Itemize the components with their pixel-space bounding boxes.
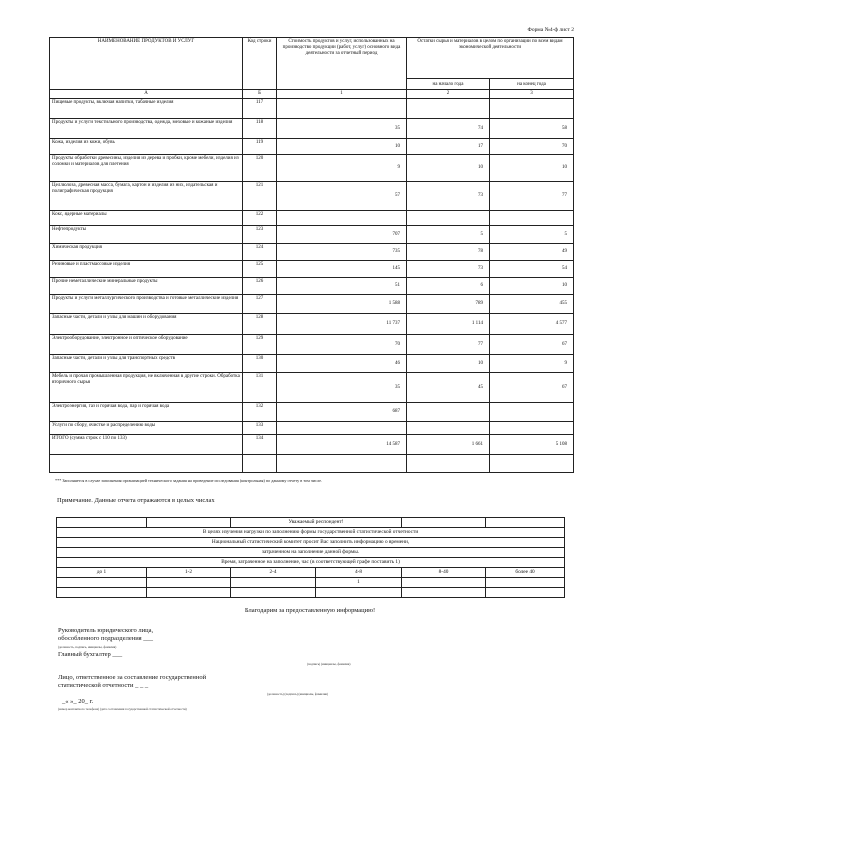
accountant-caption: (подпись) (инициалы, фамилия): [307, 662, 351, 666]
empty-cell: [486, 518, 565, 528]
answer-cell[interactable]: [231, 578, 316, 588]
row-code: 133: [243, 422, 277, 435]
row-start: 74: [407, 119, 490, 139]
row-code: 128: [243, 314, 277, 335]
row-start: 1 114: [407, 314, 490, 335]
table-row: [50, 139, 574, 155]
responsible-caption: (должность) (подпись) (инициалы, фамилия): [267, 692, 328, 696]
row-end: [490, 422, 574, 435]
row-cost: 707: [277, 226, 407, 244]
row-name: Продукты и услуги текстильного производства, одежда, меховые и кожаные изделия: [50, 119, 243, 139]
row-code: 119: [243, 139, 277, 155]
empty-cell: [50, 455, 243, 473]
row-cost: [277, 99, 407, 119]
table-row: [50, 422, 574, 435]
row-start: 78: [407, 244, 490, 261]
row-name: Запасные части, детали и узлы для транспортных средств: [50, 355, 243, 373]
table-row: [50, 211, 574, 226]
head-signature: [58, 627, 153, 643]
row-end: 10: [490, 155, 574, 182]
row-code: 121: [243, 182, 277, 211]
row-end: 9: [490, 355, 574, 373]
index-2: 2: [407, 90, 490, 99]
form-label: Форма №4-ф лист 2: [527, 27, 574, 33]
option-over-40: более 40: [486, 568, 565, 578]
row-start: [407, 422, 490, 435]
row-start: 5: [407, 226, 490, 244]
empty-cell: [402, 588, 486, 598]
table-row: [50, 119, 574, 139]
empty-cell: [57, 588, 147, 598]
row-cost: 70: [277, 335, 407, 355]
row-end: 77: [490, 182, 574, 211]
responsible-line-2: статистической отчетности _ _ _: [58, 682, 149, 689]
empty-cell: [490, 455, 574, 473]
row-start: [407, 403, 490, 422]
row-name: Кокс, ядерные материалы: [50, 211, 243, 226]
row-start: 17: [407, 139, 490, 155]
row-code: 124: [243, 244, 277, 261]
footnote: *** Заполняется в случае заполнения организацией технического задания на проведение исследования (контрольная) по данному отчету в том числе.: [55, 478, 322, 483]
row-cost: 687: [277, 403, 407, 422]
row-code: 132: [243, 403, 277, 422]
row-start: 10: [407, 355, 490, 373]
survey-line-1: В целях изучения нагрузки по заполнению формы государственной статистической отчетности: [57, 528, 565, 538]
row-cost: 57: [277, 182, 407, 211]
empty-cell: [147, 518, 231, 528]
row-end: 67: [490, 335, 574, 355]
table-row: [50, 99, 574, 119]
table-row: [50, 403, 574, 422]
products-table: [49, 37, 574, 473]
index-a: А: [50, 90, 243, 99]
row-code: 125: [243, 261, 277, 278]
option-under-1: до 1: [57, 568, 147, 578]
header-name: НАИМЕНОВАНИЕ ПРОДУКТОВ И УСЛУГ: [50, 38, 243, 90]
table-row: [50, 278, 574, 295]
option-2-4: 2-4: [231, 568, 316, 578]
row-start: [407, 211, 490, 226]
survey-line-3: затраченном на заполнение данной формы.: [57, 548, 565, 558]
row-start: 6: [407, 278, 490, 295]
row-cost: 11 737: [277, 314, 407, 335]
row-cost: 46: [277, 355, 407, 373]
table-row: [50, 295, 574, 314]
thanks-text: Благодарим за предоставленную информацию!: [244, 607, 376, 614]
responsible-line-1: Лицо, ответственное за составление государственной: [58, 674, 207, 681]
row-cost: 51: [277, 278, 407, 295]
row-name: Пищевые продукты, включая напитки, табачные изделия: [50, 99, 243, 119]
empty-cell: [486, 588, 565, 598]
survey-greeting: Уважаемый респондент!: [231, 518, 402, 528]
header-code: Код строки: [243, 38, 277, 90]
row-end: 70: [490, 139, 574, 155]
row-code: 117: [243, 99, 277, 119]
row-name: Продукты и услуги металлургического производства и готовые металлические изделия: [50, 295, 243, 314]
row-end: 5 108: [490, 435, 574, 455]
row-end: 5: [490, 226, 574, 244]
answer-cell-selected[interactable]: 1: [316, 578, 402, 588]
row-name: Прочие неметаллические минеральные продукты: [50, 278, 243, 295]
row-end: 49: [490, 244, 574, 261]
row-cost: 35: [277, 373, 407, 403]
empty-cell: [57, 518, 147, 528]
survey-table: [56, 517, 565, 598]
row-end: 54: [490, 261, 574, 278]
row-name: ИТОГО (сумма строк с 110 по 133): [50, 435, 243, 455]
table-row: [50, 182, 574, 211]
answer-cell[interactable]: [402, 578, 486, 588]
survey-line-4: Время, затраченное на заполнение, час (в соответствующей графе поставить 1): [57, 558, 565, 568]
row-name: Мебель и прочая промышленная продукция, не включенная в другие строки. Обработка вторичного сырья: [50, 373, 243, 403]
row-name: Электроэнергия, газ и горячая вода, пар и горячая вода: [50, 403, 243, 422]
row-code: 134: [243, 435, 277, 455]
index-b: Б: [243, 90, 277, 99]
date-line: _« »_ 20_ г.: [62, 698, 94, 705]
row-name: Электрооборудование, электронное и оптическое оборудование: [50, 335, 243, 355]
row-name: Запасные части, детали и узлы для машин и оборудования: [50, 314, 243, 335]
row-name: Резиновые и пластмассовые изделия: [50, 261, 243, 278]
option-4-8: 4-8: [316, 568, 402, 578]
row-end: 67: [490, 373, 574, 403]
row-code: 122: [243, 211, 277, 226]
row-name: Услуги по сбору, очистке и распределению воды: [50, 422, 243, 435]
row-cost: 735: [277, 244, 407, 261]
header-start: на начало года: [407, 79, 490, 90]
row-end: [490, 211, 574, 226]
row-cost: [277, 211, 407, 226]
empty-cell: [407, 455, 490, 473]
empty-cell: [231, 588, 316, 598]
row-code: 126: [243, 278, 277, 295]
table-row: [50, 435, 574, 455]
option-1-2: 1-2: [147, 568, 231, 578]
table-row: [50, 261, 574, 278]
table-row: [50, 355, 574, 373]
row-end: 455: [490, 295, 574, 314]
empty-cell: [277, 455, 407, 473]
header-end: на конец года: [490, 79, 574, 90]
header-remain: Остатки сырья и материалов в целом по организации по всем видам экономической деятельности: [407, 38, 574, 79]
table-body: [50, 99, 574, 455]
row-name: Химическая продукция: [50, 244, 243, 261]
row-code: 127: [243, 295, 277, 314]
table-row: [50, 244, 574, 261]
empty-cell: [402, 518, 486, 528]
answer-cell[interactable]: [147, 578, 231, 588]
row-name: Продукты обработки древесины, изделия из дерева и пробки, кроме мебели, изделия из соломки и материалов для плетения: [50, 155, 243, 182]
row-start: 73: [407, 182, 490, 211]
row-start: [407, 99, 490, 119]
row-code: 129: [243, 335, 277, 355]
row-code: 120: [243, 155, 277, 182]
index-3: 3: [490, 90, 574, 99]
table-row: [50, 373, 574, 403]
row-cost: 14 587: [277, 435, 407, 455]
option-8-40: 8-40: [402, 568, 486, 578]
row-code: 123: [243, 226, 277, 244]
row-start: 77: [407, 335, 490, 355]
row-start: 1 661: [407, 435, 490, 455]
row-cost: 145: [277, 261, 407, 278]
empty-cell: [316, 588, 402, 598]
head-line-1: Руководитель юридического лица,: [58, 627, 154, 634]
row-cost: 9: [277, 155, 407, 182]
date-caption: (номер контактного телефона) (дата составления государственной статистической отчетности): [58, 707, 187, 711]
note: Примечание. Данные отчета отражаются в целых числах: [57, 497, 215, 504]
row-end: 58: [490, 119, 574, 139]
row-code: 130: [243, 355, 277, 373]
head-line-2: обособленного подразделения ___: [58, 635, 154, 642]
row-name: Целлюлоза, древесная масса, бумага, картон и изделия из них, издательская и полиграфическая продукция: [50, 182, 243, 211]
index-1: 1: [277, 90, 407, 99]
header-cost: Стоимость продуктов и услуг, использованных на производство продукции (работ, услуг) основного вида деятельности за отчетный период: [277, 38, 407, 90]
row-end: 4 577: [490, 314, 574, 335]
row-cost: [277, 422, 407, 435]
responsible-signature: [58, 674, 206, 690]
table-row: [50, 226, 574, 244]
row-code: 131: [243, 373, 277, 403]
survey-line-2: Национальный статистический комитет просит Вас заполнить информацию о времени,: [57, 538, 565, 548]
row-name: Нефтепродукты: [50, 226, 243, 244]
row-cost: 1 588: [277, 295, 407, 314]
row-end: [490, 99, 574, 119]
row-start: 10: [407, 155, 490, 182]
row-cost: 35: [277, 119, 407, 139]
table-row: [50, 314, 574, 335]
table-row: [50, 335, 574, 355]
row-start: 73: [407, 261, 490, 278]
answer-cell[interactable]: [57, 578, 147, 588]
row-name: Кожа, изделия из кожи, обувь: [50, 139, 243, 155]
table-row: [50, 155, 574, 182]
empty-cell: [243, 455, 277, 473]
row-code: 118: [243, 119, 277, 139]
row-end: [490, 403, 574, 422]
row-end: 10: [490, 278, 574, 295]
empty-cell: [147, 588, 231, 598]
row-start: 789: [407, 295, 490, 314]
row-start: 45: [407, 373, 490, 403]
accountant-line: Главный бухгалтер ___: [58, 651, 123, 658]
head-caption: (должность, подпись, инициалы, фамилия): [58, 645, 117, 649]
answer-cell[interactable]: [486, 578, 565, 588]
row-cost: 10: [277, 139, 407, 155]
